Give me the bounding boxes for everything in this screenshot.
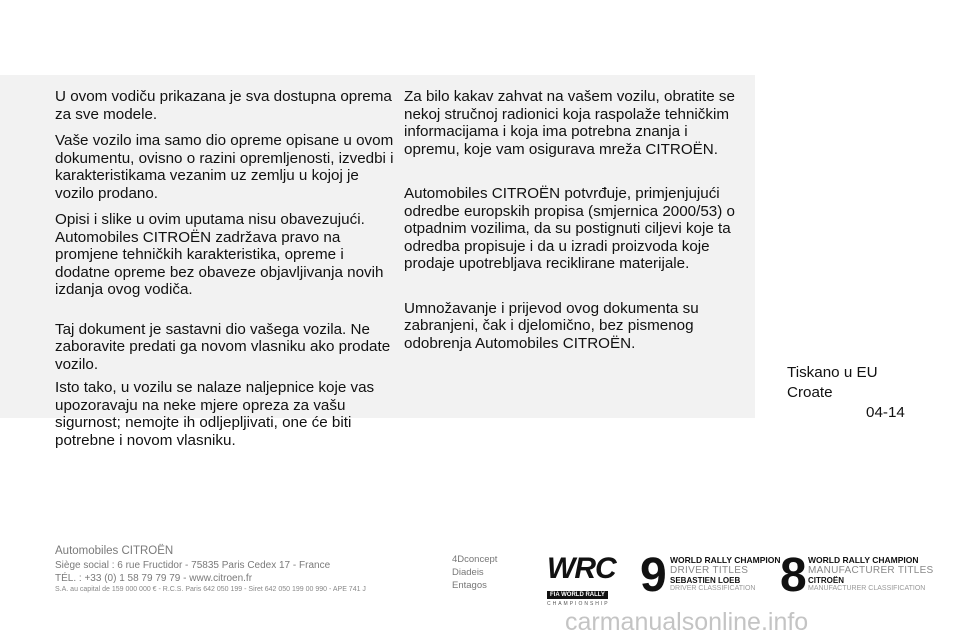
paragraph: Opisi i slike u ovim uputama nisu obavezujući. Automobiles CITROËN zadržava pravo na promjene tehničkih karakteristika, opreme i dodatne opreme bez obaveze objavljivanja novih izdanja ovog vodiča. (55, 211, 384, 298)
print-place: Tiskano u EU (787, 364, 878, 381)
wrc-mark: WRC (547, 552, 616, 585)
company-legal: S.A. au capital de 159 000 000 € - R.C.S. Paris 642 050 199 - Siret 642 050 199 00 990 - APE 741 J (55, 586, 366, 593)
wrc-logo (547, 552, 631, 607)
company-contact: TÉL. : +33 (0) 1 58 79 79 79 - www.citroen.fr (55, 573, 253, 584)
manufacturer-classification: MANUFACTURER CLASSIFICATION (808, 585, 926, 592)
watermark: carmanualsonline.info (565, 608, 809, 636)
paragraph: Automobiles CITROËN potvrđuje, primjenjujući odredbe europskih propisa (smjernica 2000/53) o otpadnim vozilima, da su postignuti ciljevi koje ta odredba propisuje i da u izradi proizvoda koje prodaje upotrebljava reciklirane materijale. (404, 185, 735, 272)
wrc-sub2: CHAMPIONSHIP (547, 601, 610, 607)
paragraph: Umnožavanje i prijevod ovog dokumenta su zabranjeni, čak i djelomično, bez pismenog odobrenja Automobiles CITROËN. (404, 299, 699, 352)
manufacturer-titles-label: MANUFACTURER TITLES (808, 565, 934, 576)
driver-title-count: 9 (640, 549, 667, 602)
agency-name: Entagos (452, 580, 487, 591)
manufacturer-headline: WORLD RALLY CHAMPION (808, 555, 919, 565)
driver-headline: WORLD RALLY CHAMPION (670, 555, 781, 565)
manufacturer-name: CITROËN (808, 576, 844, 585)
edition-code: 04-14 (866, 404, 905, 421)
wrc-sub: FIA WORLD RALLY (547, 591, 608, 599)
driver-classification: DRIVER CLASSIFICATION (670, 585, 756, 592)
paragraph: Isto tako, u vozilu se nalaze naljepnice koje vas upozoravaju na neke mjere opreza za vašu sigurnost; nemojte ih odljepljivati, one će biti potrebne i novom vlasniku. (55, 379, 375, 449)
right-column (404, 88, 744, 352)
driver-name: SEBASTIEN LOEB (670, 576, 741, 585)
paragraph: Taj dokument je sastavni dio vašega vozila. Ne zaboravite predati ga novom vlasniku ako prodate vozilo. (55, 320, 391, 373)
paragraph: U ovom vodiču prikazana je sva dostupna oprema za sve modele. (55, 88, 392, 123)
company-name: Automobiles CITROËN (55, 545, 174, 557)
manufacturer-title-count: 8 (780, 549, 807, 602)
driver-titles-label: DRIVER TITLES (670, 565, 749, 576)
company-address: Siège social : 6 rue Fructidor - 75835 Paris Cedex 17 - France (55, 560, 331, 571)
agency-name: 4Dconcept (452, 554, 498, 565)
left-column (55, 88, 395, 449)
agency-list (452, 553, 497, 592)
company-info (55, 545, 366, 593)
paragraph: Vaše vozilo ima samo dio opreme opisane u ovom dokumentu, ovisno o razini opremljenosti, izvedbi i karakteristikama vezanim uz zemlju u kojoj je vozilo prodano. (55, 132, 394, 202)
print-country: Croate (787, 384, 833, 401)
agency-name: Diadeis (452, 567, 484, 578)
paragraph: Za bilo kakav zahvat na vašem vozilu, obratite se nekoj stručnoj radionici koja raspolaže tehničkim informacijama i koja ima potrebna znanja i opremu, koje vam osigurava mreža CITROËN. (404, 88, 735, 158)
